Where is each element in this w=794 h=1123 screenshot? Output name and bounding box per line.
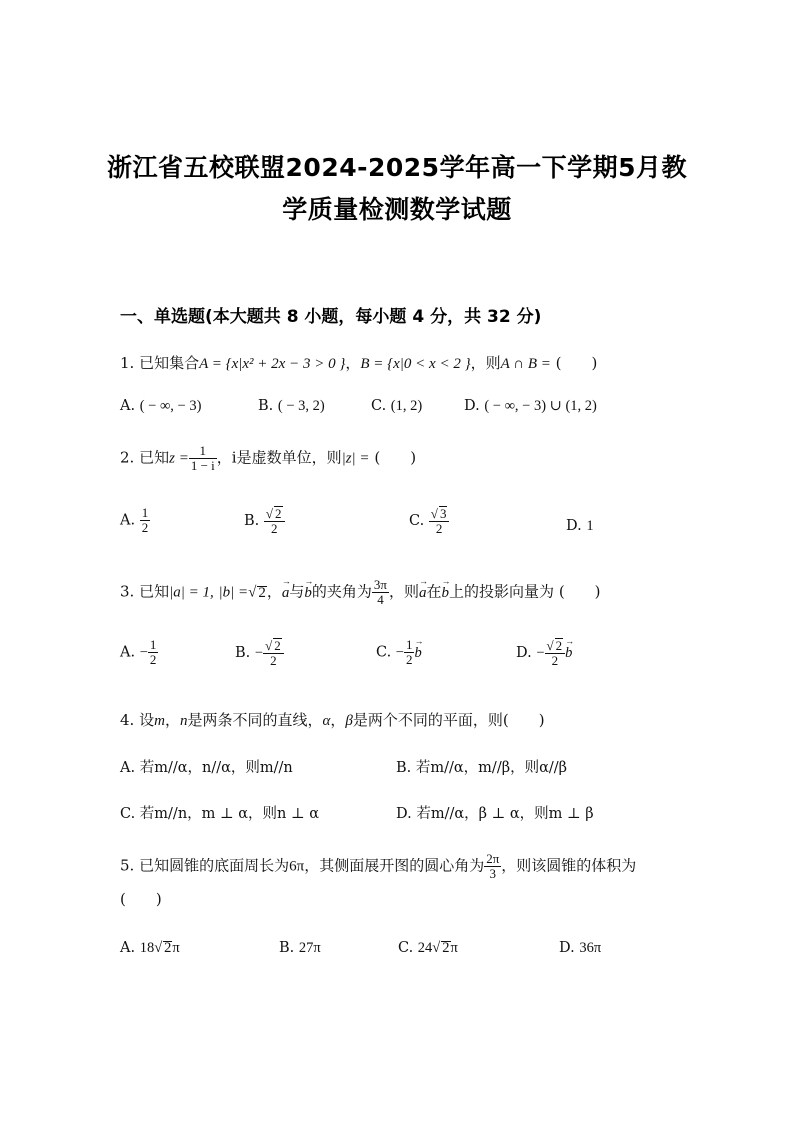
option-label: C. <box>120 806 136 822</box>
question-text: 上的投影向量为 <box>449 582 555 601</box>
option-value: ( − 3, 2) <box>277 398 325 414</box>
option-label: B. <box>258 398 274 414</box>
fraction: $\frac{√ 3}{2}$ <box>429 506 450 536</box>
question-text: 已知集合 <box>139 354 200 372</box>
option-d <box>559 940 601 957</box>
option-label: D. <box>396 806 412 822</box>
question-text: ， <box>266 582 282 601</box>
option-a <box>120 506 150 535</box>
fraction: $\frac{√ 2}{2}$ <box>264 506 285 536</box>
option-value: 36π <box>579 940 602 956</box>
answer-paren: ( ) <box>558 582 601 601</box>
option-value: 若m//α，β ⊥ α，则m ⊥ β <box>416 806 594 822</box>
option-value: 若m//α，m//β，则α//β <box>415 760 568 776</box>
vector-a: → a <box>282 585 290 602</box>
math-expression: |z| = <box>341 450 370 467</box>
math-expression: |b| = <box>218 584 249 601</box>
option-label: A. <box>120 512 136 529</box>
fraction: $\frac{1}{2}$ <box>141 505 149 535</box>
question-number: 4. <box>120 711 135 729</box>
answer-paren: ( ) <box>374 448 417 467</box>
option-label: A. <box>120 940 136 956</box>
fraction: $\frac{2\pi}{3}$ <box>486 851 500 881</box>
option-value: (1, 2) <box>390 398 423 414</box>
question-1 <box>120 352 597 373</box>
option-c <box>371 398 422 415</box>
option-c: C. 24√ 2π <box>398 940 458 956</box>
option-b <box>244 506 285 536</box>
math-expression: z = <box>169 450 189 467</box>
option-a: A. 18√ 2π <box>120 940 180 956</box>
option-d <box>464 398 597 415</box>
option-label: C. <box>398 940 414 956</box>
option-label: D. <box>464 398 480 414</box>
question-text: 的夹角为 <box>311 582 372 601</box>
option-c: C. − $\frac{1}{2}$ → b <box>376 638 422 667</box>
option-c <box>120 802 319 823</box>
option-label: D. <box>516 645 532 661</box>
question-text: 已知 <box>139 448 170 467</box>
option-b <box>258 398 325 415</box>
fraction: $\frac{3\pi}{4}$ <box>373 577 387 607</box>
math-expression: B = {x|0 < x < 2 } <box>360 356 471 372</box>
question-text: 在 <box>426 582 442 601</box>
question-text: ，其侧面展开图的圆心角为 <box>304 856 485 875</box>
question-text: 已知 <box>139 582 170 601</box>
option-value: 1 <box>586 518 594 534</box>
option-a <box>120 398 201 415</box>
page-title-line-1: 浙江省五校联盟2024-2025学年高一下学期5月教 <box>107 153 687 182</box>
question-number: 2. <box>120 448 135 467</box>
math-expression: A = {x|x² + 2x − 3 > 0 } <box>199 356 346 372</box>
question-text: ， <box>345 354 361 372</box>
option-d <box>566 518 594 535</box>
question-5 <box>120 852 636 881</box>
question-4: 4. 设m，n是两条不同的直线，α，β是两个不同的平面，则( ) <box>120 711 545 729</box>
option-label: D. <box>559 940 575 956</box>
question-number: 3. <box>120 582 135 601</box>
vector-b: → b <box>414 645 421 662</box>
option-a: A. − $\frac{1}{2}$ <box>120 637 157 667</box>
vector-a: → a <box>419 585 427 602</box>
fraction: $\frac{1}{1 - i}$ <box>190 443 215 473</box>
question-number: 1. <box>120 354 135 372</box>
vector-b: → b <box>565 645 572 662</box>
option-label: D. <box>566 518 582 534</box>
option-value: ( − ∞, − 3) ∪ (1, 2) <box>484 398 597 414</box>
option-label: A. <box>120 644 136 661</box>
question-text: ，则 <box>389 582 420 601</box>
section-heading: 一、单选题(本大题共 8 小题，每小题 4 分，共 32 分) <box>120 307 542 327</box>
option-b <box>279 940 321 957</box>
option-label: A. <box>120 760 136 776</box>
math-expression: A ∩ B = <box>500 356 551 372</box>
option-label: B. <box>279 940 295 956</box>
option-label: B. <box>244 513 260 529</box>
option-value: 若m//α，n//α，则m//n <box>139 760 293 776</box>
option-b <box>396 756 567 777</box>
option-label: C. <box>376 644 392 661</box>
option-value: 若m//n，m ⊥ α，则n ⊥ α <box>139 806 320 822</box>
option-b: B. − $\frac{√ 2}{2}$ <box>235 638 284 668</box>
option-label: B. <box>396 760 412 776</box>
answer-paren: ( ) <box>502 711 545 729</box>
question-3: 3. 已知|a| = 1, |b| =√ 2，→ a与→ b的夹角为 $\frac{3\pi}{4}$ ，则→ a在→ b上的投影向量为 ( ) <box>120 578 601 607</box>
question-text: 与 <box>289 582 305 601</box>
math-expression: 6π <box>289 858 305 875</box>
option-label: B. <box>235 645 251 661</box>
fraction: $\frac{√ 2}{2}$ <box>545 638 566 668</box>
question-number: 5. <box>120 856 135 875</box>
option-value: ( − ∞, − 3) <box>139 398 202 414</box>
answer-paren: ( ) <box>555 354 598 372</box>
question-text: 设 <box>139 711 155 729</box>
question-text: 已知圆锥的底面周长为 <box>139 856 290 875</box>
vector-b: → b <box>442 585 450 602</box>
vector-b: → b <box>304 585 312 602</box>
question-text: ，i是虚数单位，则 <box>216 448 342 467</box>
option-c <box>409 506 449 536</box>
question-text: 是两个不同的平面，则 <box>352 711 503 729</box>
option-label: C. <box>371 398 387 414</box>
page-title-line-2: 学质量检测数学试题 <box>282 195 512 224</box>
question-text: ，则该圆锥的体积为 <box>501 856 637 875</box>
question-text: ，则 <box>470 354 501 372</box>
question-text: 是两条不同的直线， <box>187 711 323 729</box>
answer-paren: ( ) <box>120 890 162 908</box>
fraction: $\frac{√ 2}{2}$ <box>263 638 284 668</box>
option-value: 27π <box>298 940 321 956</box>
option-d: D. − $\frac{√ 2}{2}$ → b <box>516 638 572 668</box>
fraction: $\frac{1}{2}$ <box>405 637 413 667</box>
option-label: A. <box>120 398 136 414</box>
option-a <box>120 756 293 777</box>
fraction: $\frac{1}{2}$ <box>149 637 157 667</box>
sqrt-value: 2 <box>258 584 266 601</box>
question-2 <box>120 444 416 473</box>
option-d <box>396 802 594 823</box>
math-expression: |a| = 1, <box>169 584 214 601</box>
option-label: C. <box>409 513 425 529</box>
